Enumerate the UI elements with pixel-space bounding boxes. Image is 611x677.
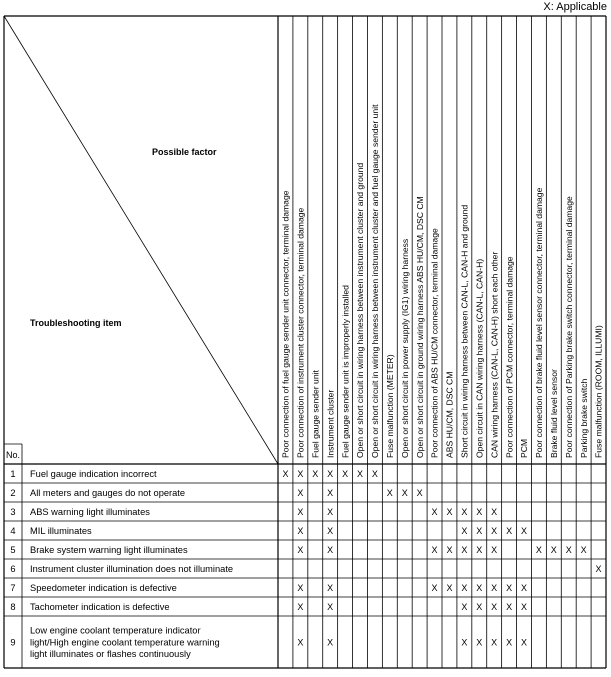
row-number: 3 <box>10 506 16 517</box>
applicable-mark: X <box>550 544 557 555</box>
applicable-mark: X <box>506 525 513 536</box>
factor-header-10: Open or short circuit in ground wiring harness ABS HU/CM, DSC CM <box>414 196 425 458</box>
troubleshooting-item-label: Troubleshooting item <box>30 318 122 328</box>
row-number: 6 <box>10 563 16 574</box>
factor-header-18: Poor connection of brake fluid level sensor connector, terminal damage <box>534 187 545 458</box>
row-number: 7 <box>10 582 16 593</box>
applicable-mark: X <box>327 601 334 612</box>
applicable-mark: X <box>476 582 483 593</box>
applicable-mark: X <box>356 468 364 479</box>
row-number: 1 <box>10 468 16 479</box>
factor-header-3: Fuel gauge sender unit <box>310 370 321 458</box>
factor-header-4: Instrument cluster <box>325 389 336 458</box>
applicable-mark: X <box>446 544 453 555</box>
applicable-mark: X <box>461 601 468 612</box>
applicable-mark: X <box>297 582 304 593</box>
applicable-mark: X <box>461 525 468 536</box>
troubleshooting-item-text: All meters and gauges do not operate <box>30 487 186 498</box>
header-diagonal <box>4 16 278 464</box>
applicable-mark: X <box>401 487 408 498</box>
applicable-mark: X <box>476 506 483 517</box>
factor-header-19: Brake fluid level sensor <box>549 369 560 458</box>
applicable-mark: X <box>327 506 334 517</box>
troubleshooting-item-text: MIL illuminates <box>30 525 92 536</box>
troubleshooting-item-text: Speedometer indication is defective <box>30 582 177 593</box>
applicable-mark: X <box>506 637 513 648</box>
troubleshooting-item-text: Fuel gauge indication incorrect <box>30 468 157 479</box>
row-number: 9 <box>10 637 16 648</box>
table-row <box>10 507 497 517</box>
applicable-mark: X <box>297 506 304 517</box>
factor-header-7: Open or short circuit in wiring harness between instrument cluster and fuel gauge sender unit <box>370 104 381 458</box>
applicable-mark: X <box>506 601 513 612</box>
applicable-mark: X <box>491 601 498 612</box>
factor-header-8: Fuse malfunction (METER) <box>385 354 396 458</box>
applicable-mark: X <box>446 506 453 517</box>
factor-header-20: Poor connection of Parking brake switch connector, terminal damage <box>563 196 574 458</box>
applicable-mark: X <box>342 468 349 479</box>
factor-header-14: Open circuit in CAN wiring harness (CAN-L, CAN-H) <box>474 258 485 458</box>
applicable-mark: X <box>520 582 528 593</box>
applicable-mark: X <box>297 525 304 536</box>
applicable-mark: X <box>506 582 513 593</box>
applicable-mark: X <box>446 582 453 593</box>
troubleshooting-item-text: light illuminates or flashes continuously <box>30 649 191 660</box>
applicable-mark: X <box>431 544 438 555</box>
factor-header-21: Parking brake switch <box>578 378 589 458</box>
factor-header-13: Short circuit in wiring harness between CAN-L, CAN-H and ground <box>459 204 470 458</box>
table-row <box>10 602 527 612</box>
table-row <box>10 526 527 536</box>
applicable-mark: X <box>431 506 438 517</box>
applicable-mark: X <box>312 468 319 479</box>
applicable-mark: X <box>580 544 587 555</box>
applicable-mark: X <box>461 506 468 517</box>
troubleshooting-item-text: Brake system warning light illuminates <box>30 544 188 555</box>
applicable-mark: X <box>476 637 483 648</box>
applicable-mark: X <box>371 468 378 479</box>
troubleshooting-item-text: Tachometer indication is defective <box>30 601 170 612</box>
applicable-mark: X <box>297 601 304 612</box>
applicable-mark: X <box>327 468 334 479</box>
troubleshooting-item-text: ABS warning light illuminates <box>30 506 150 517</box>
legend-applicable: X: Applicable <box>543 1 607 13</box>
row-number: 5 <box>10 544 16 555</box>
applicable-mark: X <box>297 468 304 479</box>
applicable-mark: X <box>520 525 528 536</box>
no-header-label: No. <box>6 450 21 460</box>
applicable-mark: X <box>327 544 334 555</box>
table-row <box>10 488 422 498</box>
factor-header-16: Poor connection of PCM connector, terminal damage <box>504 256 515 458</box>
row-number: 2 <box>10 487 16 498</box>
factor-header-5: Fuel gauge sender unit is improperly installed <box>340 285 351 458</box>
applicable-mark: X <box>565 544 572 555</box>
troubleshooting-item-text: light/High engine coolant temperature warning <box>30 637 220 648</box>
applicable-mark: X <box>431 582 438 593</box>
factor-header-11: Poor connection of ABS HU/CM connector, terminal damage <box>429 228 440 458</box>
factor-header-12: ABS HU/CM, DSC CM <box>444 371 455 458</box>
applicable-mark: X <box>461 637 468 648</box>
applicable-mark: X <box>461 582 468 593</box>
troubleshooting-item-text: Instrument cluster illumination does not illuminate <box>30 563 234 574</box>
table-row <box>10 545 586 555</box>
applicable-mark: X <box>476 544 483 555</box>
troubleshooting-item-text: Low engine coolant temperature indicator <box>30 625 201 636</box>
applicable-mark: X <box>327 487 334 498</box>
factor-header-17: PCM <box>519 438 530 458</box>
table-row <box>10 564 601 574</box>
factor-header-2: Poor connection of instrument cluster connector, terminal damage <box>295 207 306 458</box>
possible-factor-label: Possible factor <box>152 147 217 157</box>
applicable-mark: X <box>491 525 498 536</box>
applicable-mark: X <box>327 525 334 536</box>
table-row <box>10 583 527 593</box>
applicable-mark: X <box>476 601 483 612</box>
applicable-mark: X <box>491 544 498 555</box>
applicable-mark: X <box>491 506 498 517</box>
applicable-mark: X <box>595 563 602 574</box>
applicable-mark: X <box>520 601 528 612</box>
applicable-mark: X <box>520 637 528 648</box>
factor-header-6: Open or short circuit in wiring harness between instrument cluster and ground <box>355 162 366 458</box>
applicable-mark: X <box>282 468 289 479</box>
factor-header-22: Fuse malfunction (ROOM, ILLUMI) <box>593 325 604 458</box>
applicable-mark: X <box>386 487 393 498</box>
applicable-mark: X <box>491 582 498 593</box>
applicable-mark: X <box>535 544 542 555</box>
applicable-mark: X <box>476 525 483 536</box>
row-number: 4 <box>10 525 16 536</box>
applicable-mark: X <box>461 544 468 555</box>
applicable-mark: X <box>297 487 304 498</box>
factor-header-1: Poor connection of fuel gauge sender unit connector, terminal damage <box>280 190 291 458</box>
applicable-mark: X <box>491 637 498 648</box>
factor-header-15: CAN wiring harness (CAN-L, CAN-H) short each other <box>489 251 500 458</box>
applicable-mark: X <box>297 637 304 648</box>
applicable-mark: X <box>327 582 334 593</box>
applicable-mark: X <box>416 487 423 498</box>
table-row <box>10 626 527 660</box>
applicable-mark: X <box>297 544 304 555</box>
factor-header-9: Open or short circuit in power supply (IG1) wiring harness <box>399 238 410 458</box>
row-number: 8 <box>10 601 16 612</box>
applicable-mark: X <box>327 637 334 648</box>
